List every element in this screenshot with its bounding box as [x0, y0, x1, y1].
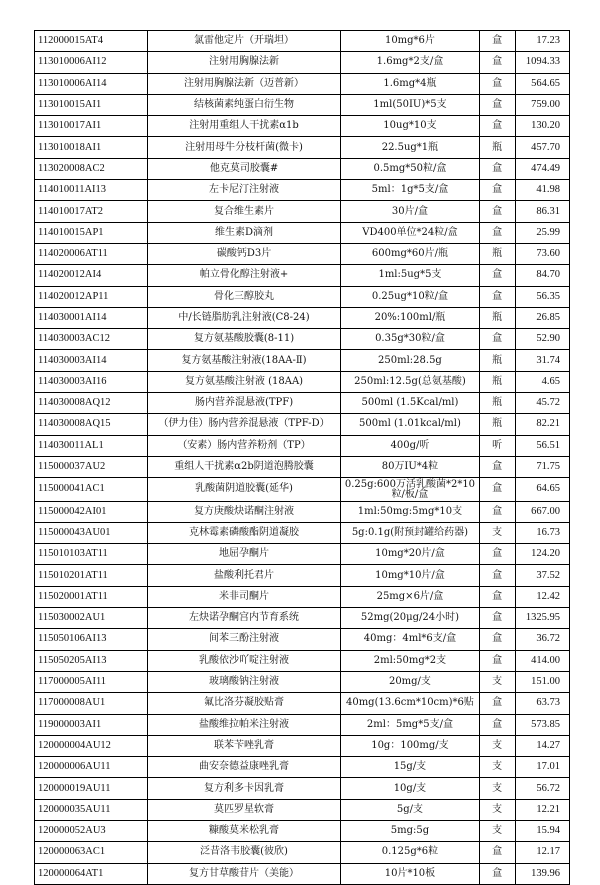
table-row: [35, 478, 570, 501]
spec-cell: 5ml：1g*5支/盒: [341, 180, 479, 201]
price-cell: 84.70: [515, 265, 569, 286]
drug-code-cell: 113010006AI12: [35, 52, 148, 73]
spec-cell: 1ml(50IU)*5支: [341, 94, 479, 115]
unit-cell: 盒: [479, 714, 515, 735]
price-cell: 17.23: [515, 31, 569, 52]
unit-cell: 支: [479, 778, 515, 799]
spec-cell: 1.6mg*4瓶: [341, 73, 479, 94]
unit-cell: 盒: [479, 565, 515, 586]
unit-cell: 支: [479, 671, 515, 692]
drug-code-cell: 120000004AU12: [35, 735, 148, 756]
spec-cell: 0.35g*30粒/盒: [341, 329, 479, 350]
price-cell: 14.27: [515, 735, 569, 756]
drug-code-cell: 115000043AU01: [35, 522, 148, 543]
drug-name-cell: 肠内营养混悬液(TPF): [147, 393, 341, 414]
unit-cell: 听: [479, 435, 515, 456]
drug-code-cell: 113010018AI1: [35, 137, 148, 158]
price-cell: 16.73: [515, 522, 569, 543]
drug-code-cell: 114010017AT2: [35, 201, 148, 222]
price-cell: 457.70: [515, 137, 569, 158]
drug-name-cell: 复合维生素片: [147, 201, 341, 222]
drug-name-cell: 重组人干扰素α2b阴道泡腾胶囊: [147, 456, 341, 477]
drug-name-cell: 曲安奈德益康唑乳膏: [147, 757, 341, 778]
price-cell: 759.00: [515, 94, 569, 115]
drug-name-cell: 盐酸利托君片: [147, 565, 341, 586]
unit-cell: 支: [479, 522, 515, 543]
spec-cell: 250ml:28.5g: [341, 350, 479, 371]
table-row: [35, 201, 570, 222]
unit-cell: 瓶: [479, 350, 515, 371]
drug-name-cell: 注射用胸腺法新: [147, 52, 341, 73]
spec-cell: 22.5ug*1瓶: [341, 137, 479, 158]
unit-cell: 盒: [479, 842, 515, 863]
spec-cell: 10ug*10支: [341, 116, 479, 137]
unit-cell: 支: [479, 820, 515, 841]
table-row: [35, 799, 570, 820]
price-cell: 4.65: [515, 371, 569, 392]
drug-name-cell: 氯雷他定片（开瑞坦）: [147, 31, 341, 52]
table-row: [35, 735, 570, 756]
spec-cell: 52mg(20μg/24小时): [341, 608, 479, 629]
spec-cell: 600mg*60片/瓶: [341, 243, 479, 264]
price-cell: 124.20: [515, 544, 569, 565]
price-cell: 15.94: [515, 820, 569, 841]
table-row: [35, 307, 570, 328]
unit-cell: 盒: [479, 478, 515, 501]
drug-code-cell: 114030003AI16: [35, 371, 148, 392]
price-cell: 56.51: [515, 435, 569, 456]
spec-cell: 10mg*10片/盒: [341, 565, 479, 586]
drug-name-cell: 复方利多卡因乳膏: [147, 778, 341, 799]
price-cell: 414.00: [515, 650, 569, 671]
price-cell: 130.20: [515, 116, 569, 137]
drug-name-cell: 玻璃酸钠注射液: [147, 671, 341, 692]
unit-cell: 盒: [479, 201, 515, 222]
drug-name-cell: 地屈孕酮片: [147, 544, 341, 565]
table-row: [35, 286, 570, 307]
table-row: [35, 456, 570, 477]
price-cell: 12.17: [515, 842, 569, 863]
table-row: [35, 693, 570, 714]
drug-code-cell: 114030001AI14: [35, 307, 148, 328]
price-cell: 1094.33: [515, 52, 569, 73]
price-cell: 667.00: [515, 501, 569, 522]
price-cell: 17.01: [515, 757, 569, 778]
table-row: [35, 650, 570, 671]
drug-name-cell: 他克莫司胶囊#: [147, 158, 341, 179]
spec-cell: 2ml:50mg*2支: [341, 650, 479, 671]
drug-name-cell: 注射用胸腺法新（迈普新）: [147, 73, 341, 94]
unit-cell: 瓶: [479, 307, 515, 328]
price-cell: 564.65: [515, 73, 569, 94]
spec-cell: 25mg×6片/盒: [341, 586, 479, 607]
spec-cell: 10g/支: [341, 778, 479, 799]
unit-cell: 盒: [479, 116, 515, 137]
unit-cell: 盒: [479, 693, 515, 714]
drug-name-cell: 左卡尼汀注射液: [147, 180, 341, 201]
table-row: [35, 629, 570, 650]
table-row: [35, 714, 570, 735]
price-cell: 73.60: [515, 243, 569, 264]
drug-code-cell: 113010015AI1: [35, 94, 148, 115]
spec-cell: 5g:0.1g(附预封罐给药器): [341, 522, 479, 543]
unit-cell: 盒: [479, 544, 515, 565]
price-cell: 63.73: [515, 693, 569, 714]
drug-code-cell: 114030008AQ15: [35, 414, 148, 435]
unit-cell: 盒: [479, 222, 515, 243]
table-row: [35, 501, 570, 522]
table-row: [35, 116, 570, 137]
drug-name-cell: 克林霉素磷酸酯阴道凝胶: [147, 522, 341, 543]
drug-code-cell: 112000015AT4: [35, 31, 148, 52]
price-cell: 26.85: [515, 307, 569, 328]
spec-cell: 250ml:12.5g(总氨基酸): [341, 371, 479, 392]
unit-cell: 盒: [479, 586, 515, 607]
table-row: [35, 435, 570, 456]
drug-name-cell: 复方庚酸炔诺酮注射液: [147, 501, 341, 522]
drug-code-cell: 114030011AL1: [35, 435, 148, 456]
drug-name-cell: （伊力佳）肠内营养混悬液（TPF-D）: [147, 414, 341, 435]
drug-name-cell: 复方氨基酸注射液(18AA-Ⅱ): [147, 350, 341, 371]
table-row: [35, 329, 570, 350]
price-cell: 36.72: [515, 629, 569, 650]
table-body: [35, 31, 570, 885]
drug-code-cell: 113020008AC2: [35, 158, 148, 179]
table-row: [35, 565, 570, 586]
drug-code-cell: 114010011AI13: [35, 180, 148, 201]
table-row: [35, 544, 570, 565]
price-cell: 37.52: [515, 565, 569, 586]
drug-code-cell: 115020001AT11: [35, 586, 148, 607]
unit-cell: 瓶: [479, 414, 515, 435]
spec-cell: 40mg：4ml*6支/盒: [341, 629, 479, 650]
drug-code-cell: 114020012AI4: [35, 265, 148, 286]
spec-cell: 500ml (1.01kcal/ml): [341, 414, 479, 435]
price-cell: 71.75: [515, 456, 569, 477]
unit-cell: 瓶: [479, 137, 515, 158]
price-cell: 474.49: [515, 158, 569, 179]
price-cell: 1325.95: [515, 608, 569, 629]
price-cell: 12.21: [515, 799, 569, 820]
drug-code-cell: 120000052AU3: [35, 820, 148, 841]
spec-cell: 0.125g*6粒: [341, 842, 479, 863]
spec-cell: 20mg/支: [341, 671, 479, 692]
table-row: [35, 371, 570, 392]
table-row: [35, 586, 570, 607]
drug-name-cell: 左炔诺孕酮宫内节育系统: [147, 608, 341, 629]
table-row: [35, 778, 570, 799]
drug-name-cell: 中/长链脂肪乳注射液(C8-24): [147, 307, 341, 328]
table-row: [35, 842, 570, 863]
table-row: [35, 350, 570, 371]
drug-name-cell: 注射用重组人干扰素α1b: [147, 116, 341, 137]
drug-name-cell: 复方氨基酸胶囊(8-11): [147, 329, 341, 350]
unit-cell: 盒: [479, 52, 515, 73]
drug-code-cell: 117000008AU1: [35, 693, 148, 714]
spec-cell: 5g/支: [341, 799, 479, 820]
price-cell: 41.98: [515, 180, 569, 201]
drug-code-cell: 120000063AC1: [35, 842, 148, 863]
drug-name-cell: 乳酸菌阴道胶囊(延华): [147, 478, 341, 501]
spec-cell: 1ml:50mg:5mg*10支: [341, 501, 479, 522]
drug-name-cell: 糠酸莫米松乳膏: [147, 820, 341, 841]
drug-code-cell: 113010017AI1: [35, 116, 148, 137]
drug-name-cell: 结核菌素纯蛋白衍生物: [147, 94, 341, 115]
drug-code-cell: 114030003AI14: [35, 350, 148, 371]
drug-name-cell: 复方氨基酸注射液 (18AA): [147, 371, 341, 392]
unit-cell: 盒: [479, 608, 515, 629]
drug-code-cell: 114030003AC12: [35, 329, 148, 350]
spec-cell: 10mg*20片/盒: [341, 544, 479, 565]
spec-cell: 2ml：5mg*5支/盒: [341, 714, 479, 735]
table-row: [35, 31, 570, 52]
drug-name-cell: 盐酸维拉帕米注射液: [147, 714, 341, 735]
unit-cell: 支: [479, 799, 515, 820]
unit-cell: 盒: [479, 456, 515, 477]
spec-cell: 1ml:5ug*5支: [341, 265, 479, 286]
unit-cell: 盒: [479, 158, 515, 179]
drug-name-cell: 乳酸依沙吖啶注射液: [147, 650, 341, 671]
price-cell: 82.21: [515, 414, 569, 435]
drug-name-cell: 联苯苄唑乳膏: [147, 735, 341, 756]
spec-cell: 40mg(13.6cm*10cm)*6贴: [341, 693, 479, 714]
spec-cell: 1.6mg*2支/盒: [341, 52, 479, 73]
drug-name-cell: 注射用母牛分枝杆菌(微卡): [147, 137, 341, 158]
table-row: [35, 265, 570, 286]
drug-name-cell: 米非司酮片: [147, 586, 341, 607]
drug-code-cell: 120000019AU11: [35, 778, 148, 799]
drug-code-cell: 113010006AI14: [35, 73, 148, 94]
drug-code-cell: 115010103AT11: [35, 544, 148, 565]
unit-cell: 盒: [479, 863, 515, 884]
spec-cell: 80万IU*4粒: [341, 456, 479, 477]
drug-name-cell: 氟比洛芬凝胶贴膏: [147, 693, 341, 714]
price-cell: 45.72: [515, 393, 569, 414]
spec-cell: 10g：100mg/支: [341, 735, 479, 756]
drug-code-cell: 120000064AT1: [35, 863, 148, 884]
unit-cell: 盒: [479, 629, 515, 650]
unit-cell: 瓶: [479, 393, 515, 414]
drug-code-cell: 115000037AU2: [35, 456, 148, 477]
drug-name-cell: 间苯三酚注射液: [147, 629, 341, 650]
spec-cell: 10片*10板: [341, 863, 479, 884]
table-row: [35, 414, 570, 435]
price-cell: 151.00: [515, 671, 569, 692]
drug-code-cell: 115000042AI01: [35, 501, 148, 522]
drug-name-cell: 泛昔洛韦胶囊(彼欣): [147, 842, 341, 863]
unit-cell: 支: [479, 735, 515, 756]
drug-price-table: [34, 30, 570, 885]
drug-code-cell: 115000041AC1: [35, 478, 148, 501]
drug-code-cell: 114020006AT11: [35, 243, 148, 264]
table-row: [35, 863, 570, 884]
drug-name-cell: 骨化三醇胶丸: [147, 286, 341, 307]
drug-name-cell: （安素）肠内营养粉剂（TP）: [147, 435, 341, 456]
unit-cell: 盒: [479, 650, 515, 671]
table-row: [35, 222, 570, 243]
unit-cell: 盒: [479, 329, 515, 350]
drug-code-cell: 114030008AQ12: [35, 393, 148, 414]
table-row: [35, 522, 570, 543]
spec-cell: 500ml (1.5Kcal/ml): [341, 393, 479, 414]
table-row: [35, 94, 570, 115]
table-row: [35, 137, 570, 158]
price-cell: 64.65: [515, 478, 569, 501]
price-cell: 573.85: [515, 714, 569, 735]
table-row: [35, 180, 570, 201]
table-row: [35, 757, 570, 778]
drug-code-cell: 117000005AI11: [35, 671, 148, 692]
drug-name-cell: 莫匹罗星软膏: [147, 799, 341, 820]
table-row: [35, 608, 570, 629]
spec-cell: 30片/盒: [341, 201, 479, 222]
price-cell: 31.74: [515, 350, 569, 371]
drug-name-cell: 帕立骨化醇注射液+: [147, 265, 341, 286]
drug-code-cell: 120000006AU11: [35, 757, 148, 778]
spec-cell: VD400单位*24粒/盒: [341, 222, 479, 243]
table-row: [35, 820, 570, 841]
unit-cell: 瓶: [479, 371, 515, 392]
unit-cell: 支: [479, 757, 515, 778]
unit-cell: 盒: [479, 73, 515, 94]
table-row: [35, 243, 570, 264]
drug-code-cell: 115050106AI13: [35, 629, 148, 650]
unit-cell: 盒: [479, 501, 515, 522]
unit-cell: 瓶: [479, 243, 515, 264]
drug-code-cell: 114010015AP1: [35, 222, 148, 243]
price-cell: 12.42: [515, 586, 569, 607]
spec-cell: 0.25ug*10粒/盒: [341, 286, 479, 307]
table-row: [35, 52, 570, 73]
price-cell: 56.72: [515, 778, 569, 799]
unit-cell: 盒: [479, 94, 515, 115]
price-cell: 25.99: [515, 222, 569, 243]
table-row: [35, 671, 570, 692]
price-cell: 52.90: [515, 329, 569, 350]
drug-name-cell: 复方甘草酸苷片（美能）: [147, 863, 341, 884]
spec-cell: 5mg:5g: [341, 820, 479, 841]
table-row: [35, 158, 570, 179]
drug-code-cell: 115030002AU1: [35, 608, 148, 629]
drug-code-cell: 120000035AU11: [35, 799, 148, 820]
spec-cell: 10mg*6片: [341, 31, 479, 52]
drug-name-cell: 维生素D滴剂: [147, 222, 341, 243]
spec-cell: 0.25g:600万活乳酸菌*2*10粒/板/盒: [341, 478, 479, 501]
price-cell: 139.96: [515, 863, 569, 884]
spec-cell: 15g/支: [341, 757, 479, 778]
drug-code-cell: 114020012AP11: [35, 286, 148, 307]
spec-cell: 20%:100ml/瓶: [341, 307, 479, 328]
drug-code-cell: 115010201AT11: [35, 565, 148, 586]
unit-cell: 盒: [479, 180, 515, 201]
table-row: [35, 73, 570, 94]
unit-cell: 盒: [479, 286, 515, 307]
table-row: [35, 393, 570, 414]
drug-code-cell: 119000003AI1: [35, 714, 148, 735]
unit-cell: 盒: [479, 31, 515, 52]
price-cell: 56.35: [515, 286, 569, 307]
unit-cell: 盒: [479, 265, 515, 286]
drug-code-cell: 115050205AI13: [35, 650, 148, 671]
spec-cell: 400g/听: [341, 435, 479, 456]
drug-name-cell: 碳酸钙D3片: [147, 243, 341, 264]
price-cell: 86.31: [515, 201, 569, 222]
spec-cell: 0.5mg*50粒/盒: [341, 158, 479, 179]
